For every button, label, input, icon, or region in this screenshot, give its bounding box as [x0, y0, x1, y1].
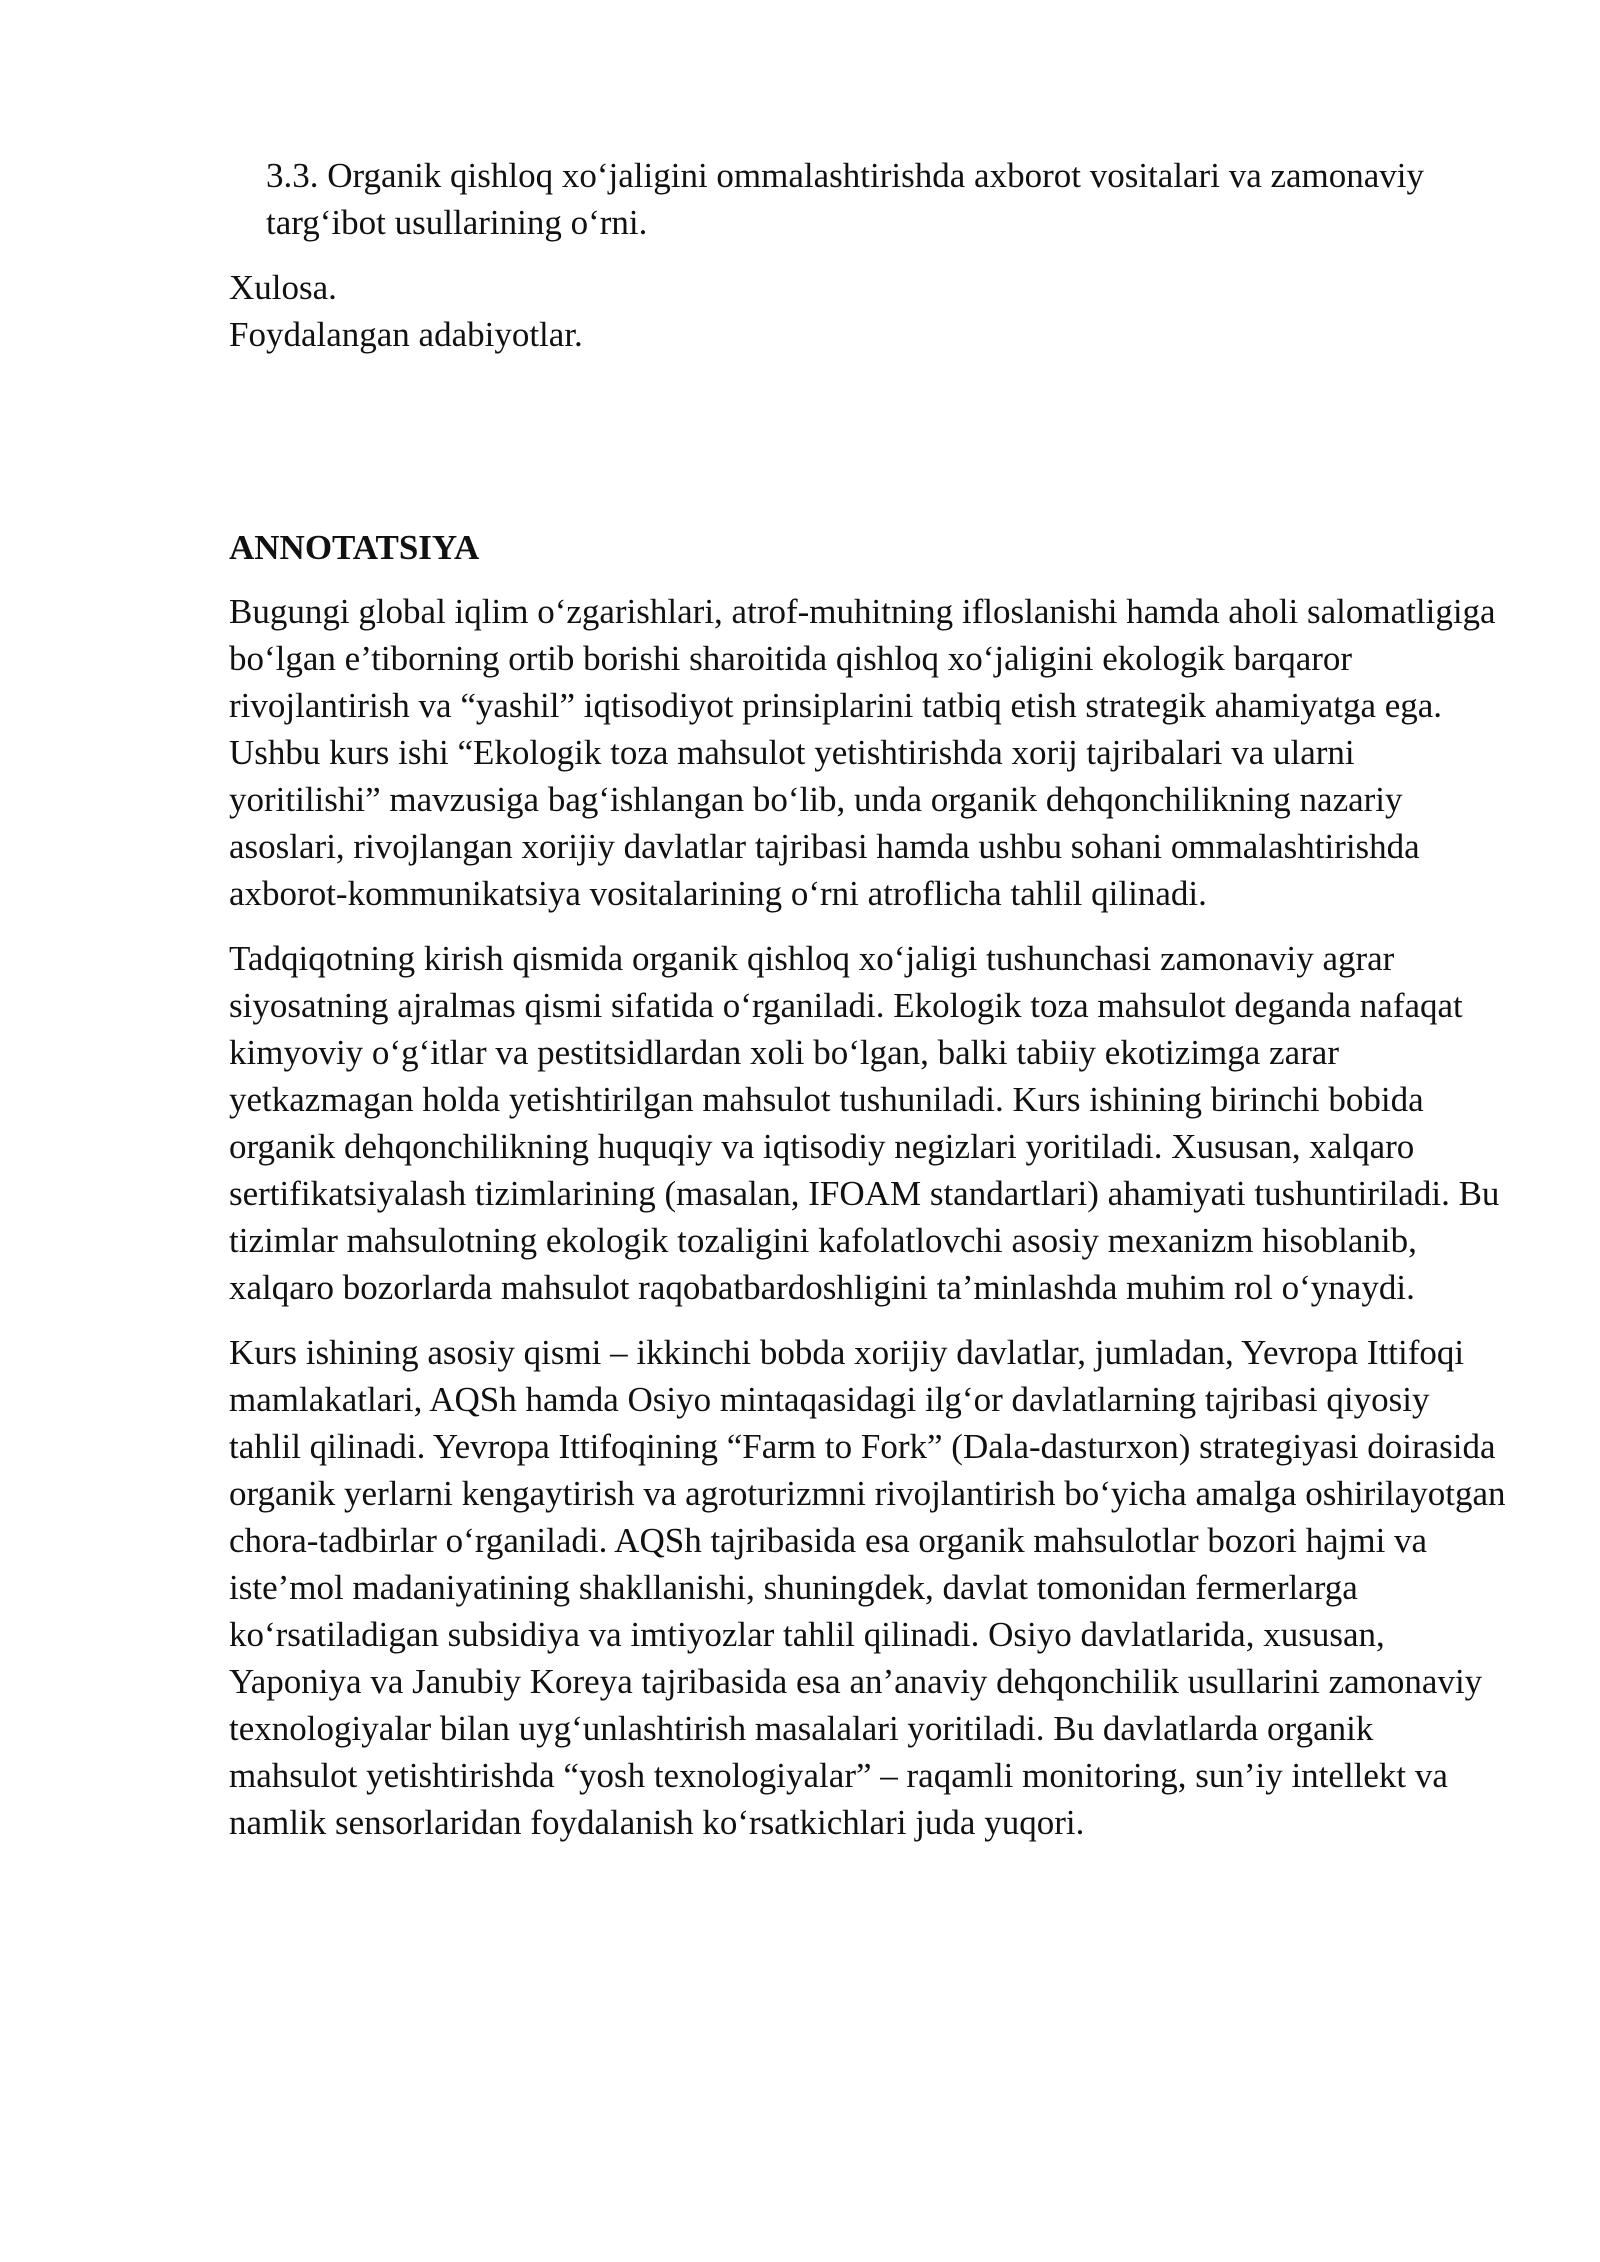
toc-tail — [229, 264, 1509, 358]
toc-conclusion: Xulosa. — [229, 268, 337, 307]
annotation-paragraph-2: Tadqiqotning kirish qismida organik qishloq xo‘jaligi tushunchasi zamonaviy agrar siyosatning ajralmas qismi sifatida o‘rganiladi. Ekologik toza mahsulot deganda nafaqat kimyoviy o‘g‘itlar va pestitsidlardan xoli bo‘lgan, balki tabiiy ekotizimga zarar yetkazmagan holda yetishtirilgan mahsulot tushuniladi. Kurs ishining birinchi bobida organik dehqonchilikning huquqiy va iqtisodiy negizlari yoritiladi. Xususan, xalqaro sertifikatsiyalash tizimlarining (masalan, IFOAM standartlari) ahamiyati tushuntiriladi. Bu tizimlar mahsulotning ekologik tozaligini kafolatlovchi asosiy mexanizm hisoblanib, xalqaro bozorlarda mahsulot raqobatbardoshligini ta’minlashda muhim rol o‘ynaydi. — [229, 939, 1500, 1307]
annotation-paragraph-3: Kurs ishining asosiy qismi – ikkinchi bobda xorijiy davlatlar, jumladan, Yevropa Ittifoqi mamlakatlari, AQSh hamda Osiyo mintaqasidagi ilg‘or davlatlarning tajribasi qiyosiy tahlil qilinadi. Yevropa Ittifoqining “Farm to Fork” (Dala-dasturxon) strategiyasi doirasida organik yerlarni kengaytirish va agroturizmni rivojlantirish bo‘yicha amalga oshirilayotgan chora-tadbirlar o‘rganiladi. AQSh tajribasida esa organik mahsulotlar bozori hajmi va iste’mol madaniyatining shakllanishi, shuningdek, davlat tomonidan fermerlarga ko‘rsatiladigan subsidiya va imtiyozlar tahlil qilinadi. Osiyo davlatlarida, xususan, Yaponiya va Janubiy Koreya tajribasida esa an’anaviy dehqonchilik usullarini zamonaviy texnologiyalar bilan uyg‘unlashtirish masalalari yoritiladi. Bu davlatlarda organik mahsulot yetishtirishda “yosh texnologiyalar” – raqamli monitoring, sun’iy intellekt va namlik sensorlaridan foydalanish ko‘rsatkichlari juda yuqori. — [229, 1333, 1506, 1842]
page-content — [229, 152, 1509, 1846]
annotation-paragraph-1: Bugungi global iqlim o‘zgarishlari, atrof-muhitning ifloslanishi hamda aholi salomatligiga bo‘lgan e’tiborning ortib borishi sharoitida qishloq xo‘jaligini ekologik barqaror rivojlantirish va “yashil” iqtisodiyot prinsiplarini tatbiq etish strategik ahamiyatga ega. Ushbu kurs ishi “Ekologik toza mahsulot yetishtirishda xorij tajribalari va ularni yoritilishi” mavzusiga bag‘ishlangan bo‘lib, unda organik dehqonchilikning nazariy asoslari, rivojlangan xorijiy davlatlar tajribasi hamda ushbu sohani ommalashtirishda axborot-kommunikatsiya vositalarining o‘rni atroflicha tahlil qilinadi. — [229, 592, 1496, 913]
annotation-heading: ANNOTATSIYA — [229, 528, 480, 567]
toc-subsection-3-3: 3.3. Organik qishloq xo‘jaligini ommalashtirishda axborot vositalari va zamonaviy targ‘ibot usullarining o‘rni. — [266, 156, 1425, 242]
toc-references: Foydalangan adabiyotlar. — [229, 315, 583, 354]
